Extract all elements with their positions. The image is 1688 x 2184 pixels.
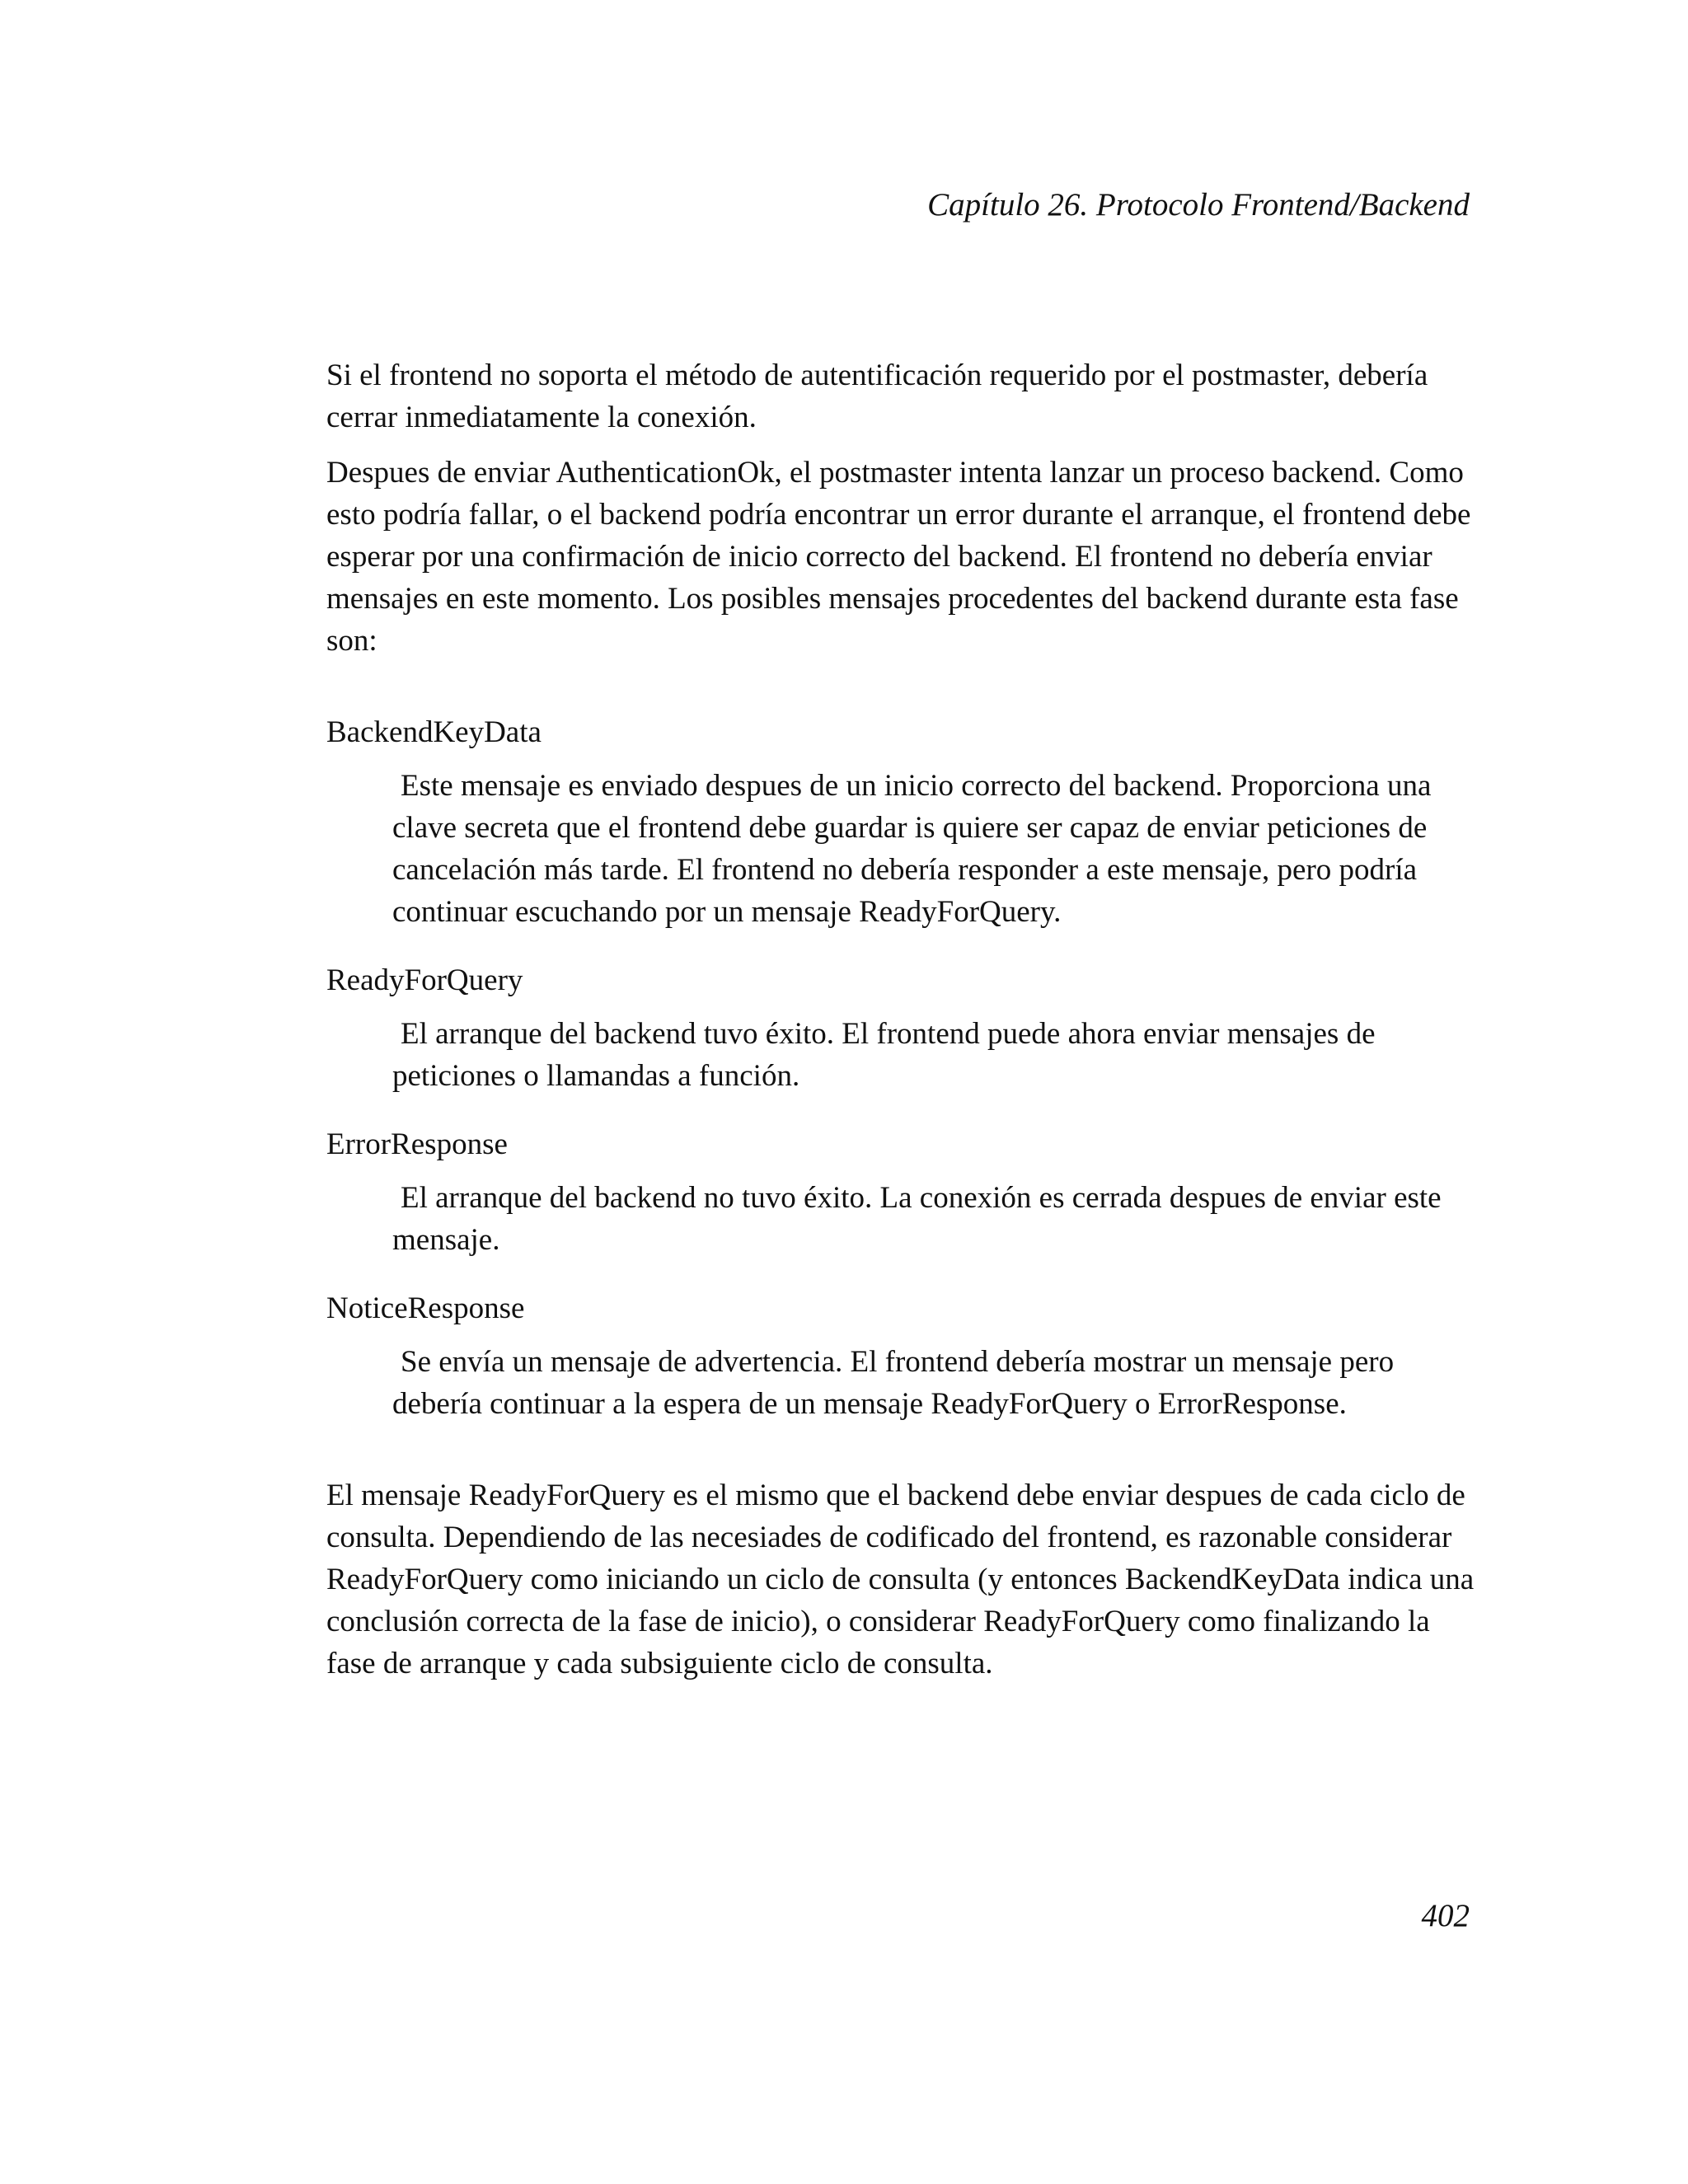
definition-term: NoticeResponse <box>326 1291 525 1325</box>
definition-description: El arranque del backend tuvo éxito. El frontend puede ahora enviar mensajes de peticiones o llamandas a función. <box>392 1017 1376 1093</box>
definition-description: Este mensaje es enviado despues de un inicio correcto del backend. Proporciona una clave secreta que el frontend debe guardar is quiere ser capaz de enviar peticiones de cancelación más tarde. El frontend no debería responder a este mensaje, pero podría continuar escuchando por un mensaje ReadyForQuery. <box>392 769 1432 929</box>
definition-item <box>326 1123 1480 1261</box>
definition-item <box>326 1287 1480 1425</box>
definition-description: El arranque del backend no tuvo éxito. La conexión es cerrada despues de enviar este mensaje. <box>392 1181 1442 1257</box>
definition-item <box>326 711 1480 933</box>
closing-paragraph: El mensaje ReadyForQuery es el mismo que el backend debe enviar despues de cada ciclo de consulta. Dependiendo de las necesiades de codificado del frontend, es razonable considerar ReadyForQuery como iniciando un ciclo de consulta (y entonces BackendKeyData indica una conclusión correcta de la fase de inicio), o considerar ReadyForQuery como finalizando la fase de arranque y cada subsiguiente ciclo de consulta. <box>326 1479 1475 1680</box>
intro-paragraph: Si el frontend no soporta el método de autentificación requerido por el postmaster, debería cerrar inmediatamente la conexión. <box>326 359 1428 434</box>
definition-term: ErrorResponse <box>326 1127 508 1161</box>
chapter-header: Capítulo 26. Protocolo Frontend/Backend <box>927 187 1470 223</box>
page-body <box>326 354 1480 1698</box>
message-definition-list <box>326 711 1480 1425</box>
definition-description: Se envía un mensaje de advertencia. El frontend debería mostrar un mensaje pero debería continuar a la espera de un mensaje ReadyForQuery o ErrorResponse. <box>392 1345 1395 1421</box>
intro-paragraph: Despues de enviar AuthenticationOk, el postmaster intenta lanzar un proceso backend. Como esto podría fallar, o el backend podría encontrar un error durante el arranque, el frontend debe esperar por una confirmación de inicio correcto del backend. El frontend no debería enviar mensajes en este momento. Los posibles mensajes procedentes del backend durante esta fase son: <box>326 456 1471 658</box>
definition-item <box>326 959 1480 1097</box>
definition-term: BackendKeyData <box>326 715 542 749</box>
definition-term: ReadyForQuery <box>326 963 523 997</box>
page-number: 402 <box>1421 1898 1470 1933</box>
